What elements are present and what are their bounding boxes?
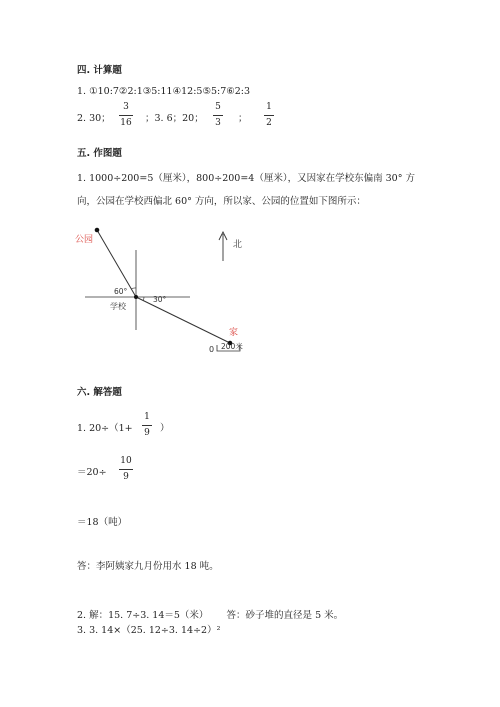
fraction-numerator: 10 (120, 456, 132, 466)
answer-1: 答：李阿姨家九月份用水 18 吨。 (77, 561, 219, 572)
ratio-answers: 1. ①10:7②2:1③5:11④12:5⑤5:7⑥2:3 (77, 86, 251, 97)
fraction-denominator: 16 (120, 118, 132, 128)
scale-length-label: 200米 (221, 342, 243, 351)
park-label: 公园 (75, 235, 94, 245)
fraction-bar (119, 469, 133, 470)
school-point (134, 295, 138, 299)
fraction-numerator: 3 (123, 102, 129, 112)
school-to-home-line (136, 297, 230, 343)
fraction-10-9 (119, 456, 133, 483)
drawing-explanation-line-1: 1. 1000÷200=5（厘米），800÷200=4（厘米），又因家在学校东偏南 30° 方 (77, 173, 415, 184)
fraction-numerator: 5 (215, 102, 221, 112)
fraction-numerator: 1 (266, 102, 272, 112)
angle-60-label: 60° (114, 287, 128, 296)
section-6-heading: 六. 解答题 (77, 387, 122, 398)
answer-2-mid: ；3. 6；20； (145, 113, 204, 124)
fraction-bar (142, 425, 152, 426)
question-3-line: 3. 3. 14×（25. 12÷3. 14÷2）² (77, 625, 221, 636)
fraction-denominator: 9 (123, 472, 129, 482)
fraction-denominator: 3 (215, 118, 221, 128)
fraction-denominator: 2 (266, 118, 272, 128)
answer-2-prefix: 2. 30； (77, 113, 111, 124)
solution-step-1-suffix: ） (160, 423, 170, 434)
solution-step-3: ＝18（吨） (77, 517, 128, 528)
solution-step-2-prefix: ＝20÷ (77, 467, 107, 478)
park-point (95, 228, 100, 233)
scale-zero-label: 0 (209, 345, 215, 354)
answer-2-line: 2. 解：15. 7÷3. 14＝5（米） 答：砂子堆的直径是 5 米。 (77, 610, 344, 621)
fraction-denominator: 9 (144, 428, 150, 438)
answer-2-separator: ； (238, 113, 248, 124)
fraction-numerator: 1 (144, 412, 150, 422)
angle-60-arc (131, 288, 136, 289)
section-4-heading: 四. 计算题 (77, 65, 122, 76)
north-label: 北 (233, 240, 243, 250)
solution-step-1-prefix: 1. 20÷（1+ (77, 423, 133, 434)
fraction-1-9 (142, 412, 152, 439)
drawing-explanation-line-2: 向，公园在学校西偏北 60° 方向，所以家、公园的位置如下图所示： (77, 196, 366, 207)
section-5-heading: 五. 作图题 (77, 148, 122, 159)
angle-30-label: 30° (153, 295, 167, 304)
home-label: 家 (229, 328, 239, 338)
school-label: 学校 (110, 302, 126, 311)
